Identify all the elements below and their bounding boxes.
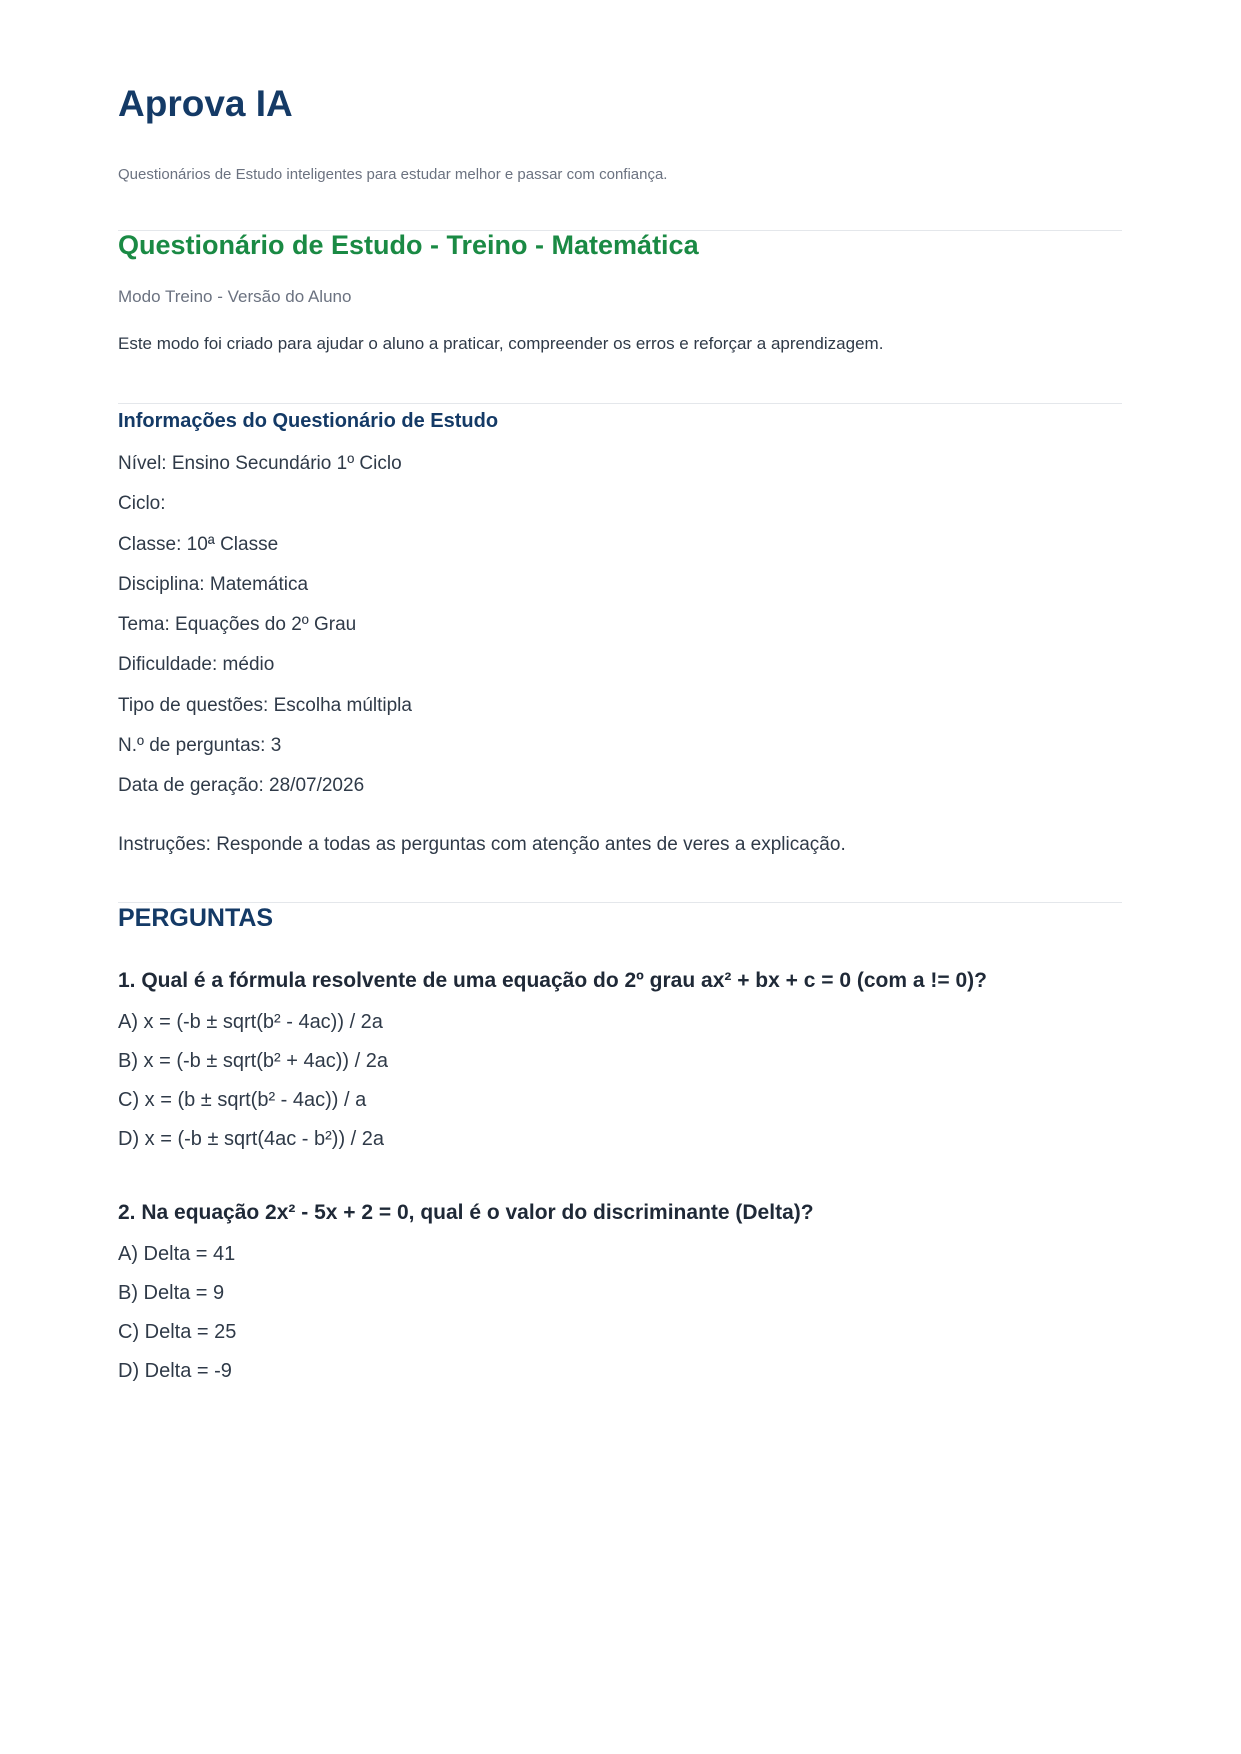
- info-item-question-type: Tipo de questões: Escolha múltipla: [118, 694, 412, 716]
- info-list: [118, 452, 412, 815]
- answer-option-d: D) Delta = -9: [118, 1360, 232, 1382]
- answer-option-b: B) x = (-b ± sqrt(b² + 4ac)) / 2a: [118, 1050, 388, 1072]
- info-item-question-count: N.º de perguntas: 3: [118, 735, 282, 757]
- question-text: 2. Na equação 2x² - 5x + 2 = 0, qual é o valor do discriminante (Delta)?: [118, 1201, 814, 1224]
- info-item-subject: Disciplina: Matemática: [118, 573, 309, 595]
- question-text: 1. Qual é a fórmula resolvente de uma equação do 2º grau ax² + bx + c = 0 (com a != 0)?: [118, 969, 987, 992]
- answer-option-c: C) Delta = 25: [118, 1321, 237, 1343]
- answer-option-b: B) Delta = 9: [118, 1282, 225, 1304]
- answer-option-c: C) x = (b ± sqrt(b² - 4ac)) / a: [118, 1089, 367, 1111]
- brand-tagline: Questionários de Estudo inteligentes para estudar melhor e passar com confiança.: [118, 166, 668, 183]
- info-item-topic: Tema: Equações do 2º Grau: [118, 614, 357, 636]
- info-item-level: Nível: Ensino Secundário 1º Ciclo: [118, 453, 402, 474]
- info-item-cycle: Ciclo:: [118, 493, 166, 515]
- question-1: [118, 967, 1122, 1166]
- answer-options: [118, 1242, 1122, 1398]
- info-item-class: Classe: 10ª Classe: [118, 533, 279, 555]
- divider: [118, 403, 1122, 404]
- info-item-difficulty: Dificuldade: médio: [118, 654, 275, 676]
- quiz-mode: Modo Treino - Versão do Aluno: [118, 287, 352, 306]
- info-section-title: Informações do Questionário de Estudo: [118, 410, 499, 432]
- answer-option-a: A) x = (-b ± sqrt(b² - 4ac)) / 2a: [118, 1011, 383, 1033]
- info-item-generation-date: Data de geração: 28/07/2026: [118, 775, 365, 797]
- answer-option-a: A) Delta = 41: [118, 1243, 236, 1265]
- instructions: Instruções: Responde a todas as perguntas com atenção antes de veres a explicação.: [118, 834, 846, 855]
- answer-option-d: D) x = (-b ± sqrt(4ac - b²)) / 2a: [118, 1128, 385, 1150]
- brand-title: Aprova IA: [118, 83, 293, 124]
- quiz-title: Questionário de Estudo - Treino - Matemática: [118, 230, 699, 260]
- quiz-mode-description: Este modo foi criado para ajudar o aluno a praticar, compreender os erros e reforçar a aprendizagem.: [118, 334, 884, 353]
- questions-section-title: PERGUNTAS: [118, 904, 274, 932]
- answer-options: [118, 1010, 1122, 1166]
- question-2: [118, 1199, 1122, 1398]
